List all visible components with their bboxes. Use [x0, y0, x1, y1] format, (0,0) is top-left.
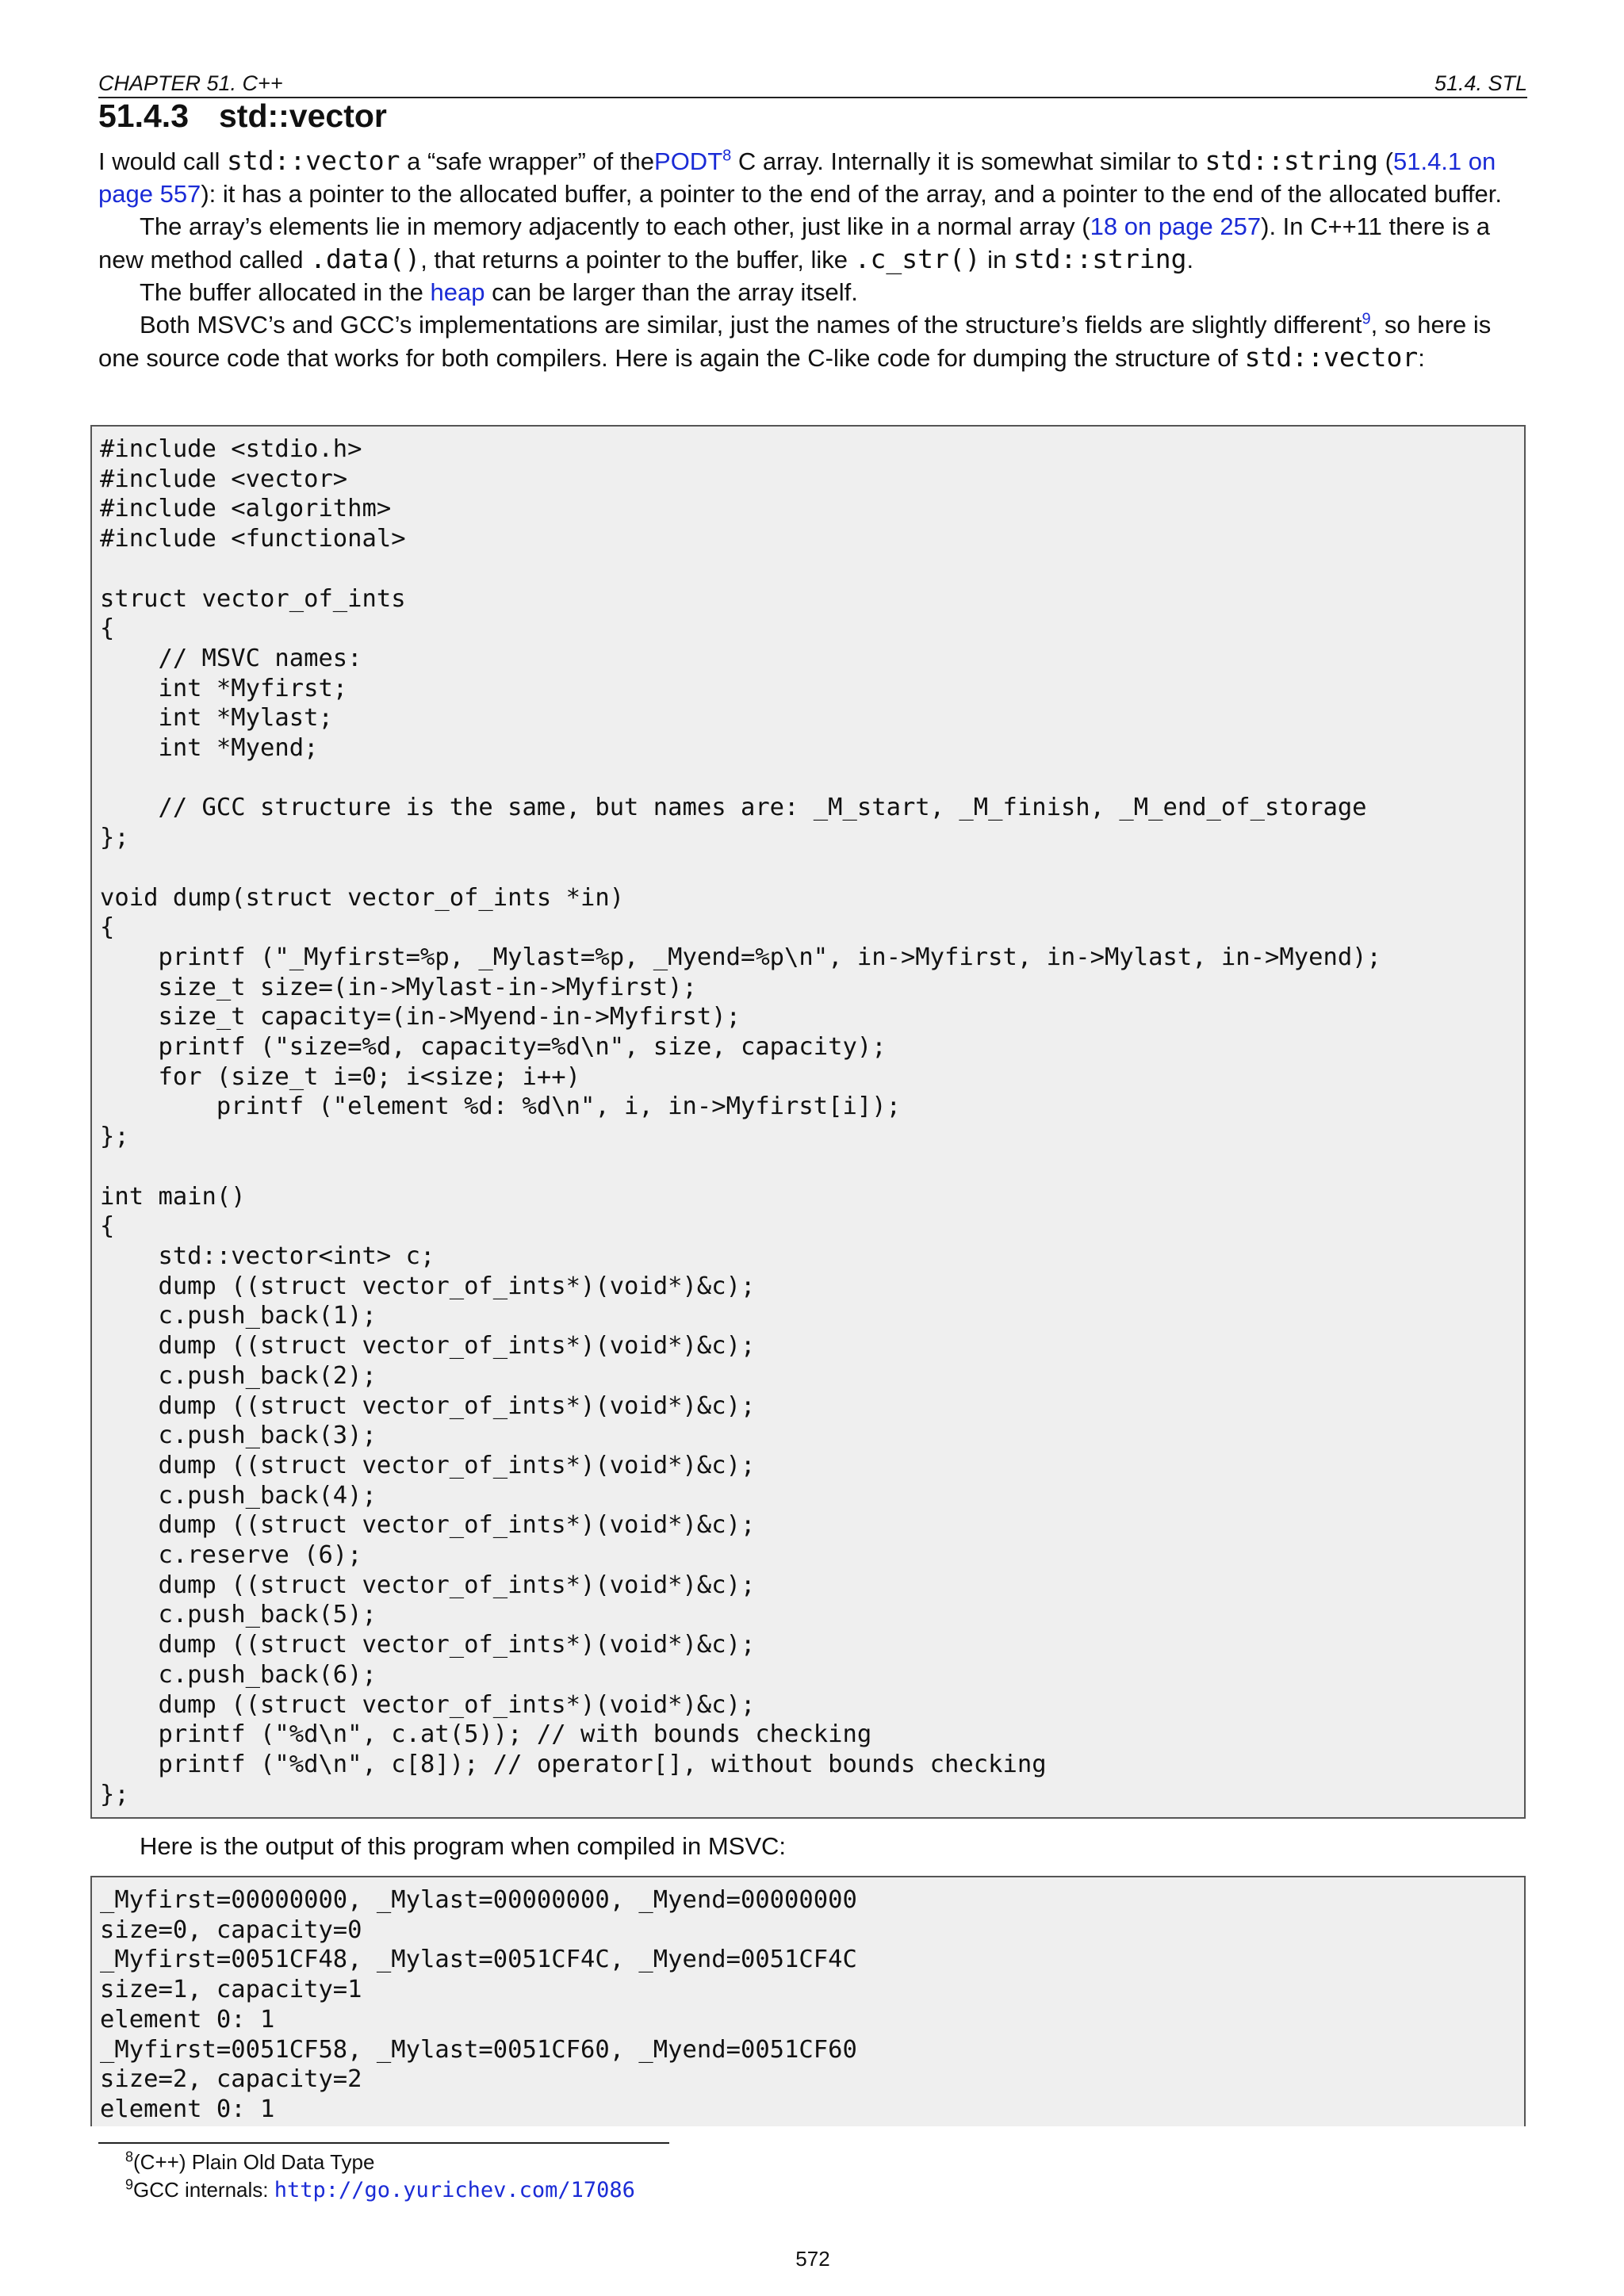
- inline-code: .c_str(): [854, 243, 981, 274]
- text: :: [1418, 344, 1425, 372]
- inline-code: std::string: [1013, 243, 1187, 274]
- footnote-number: 9: [125, 2176, 134, 2193]
- paragraph-5: Here is the output of this program when compiled in MSVC:: [140, 1832, 786, 1860]
- output-intro: [98, 1830, 1527, 1862]
- heap-link[interactable]: heap: [430, 278, 485, 306]
- footnote-ref-8[interactable]: 8: [722, 147, 732, 165]
- page-number: 572: [795, 2247, 830, 2271]
- paragraph-4: [98, 308, 1527, 374]
- source-code-listing: [90, 425, 1526, 1819]
- inline-code: std::vector: [226, 145, 400, 176]
- intro-text: [98, 144, 1527, 374]
- text: in: [980, 246, 1013, 274]
- text: The buffer allocated in the: [140, 278, 431, 306]
- footnote-divider: [98, 2142, 669, 2144]
- footnote-9: [125, 2176, 635, 2204]
- text: ): it has a pointer to the allocated buffer, a pointer to the end of the array, and a pointer to the end of the allocated buffer.: [201, 180, 1502, 208]
- section-ref-link[interactable]: 51.4.1 on page 557: [98, 147, 1496, 208]
- footnote-text: GCC internals:: [133, 2178, 274, 2202]
- document-page: [98, 0, 1527, 2296]
- text: a “safe wrapper” of the: [400, 147, 655, 175]
- footnote-text: (C++) Plain Old Data Type: [133, 2150, 375, 2174]
- text: (: [1378, 147, 1393, 175]
- podt-link[interactable]: PODT: [654, 147, 723, 175]
- text: , so here is one source code that works for both compilers. Here is again the C-like code for dumping the structure of: [98, 311, 1492, 372]
- text: can be larger than the array itself.: [485, 278, 858, 306]
- footnote-number: 8: [125, 2149, 134, 2165]
- paragraph-3: [98, 276, 1527, 308]
- text: , that returns a pointer to the buffer, like: [420, 246, 855, 274]
- inline-code: std::vector: [1244, 342, 1419, 373]
- section-number: 51.4.3: [98, 98, 189, 134]
- header-section: 51.4. STL: [1434, 71, 1527, 95]
- output-text: _Myfirst=00000000, _Mylast=00000000, _Myend=00000000 size=0, capacity=0 _Myfirst=0051CF48, _Mylast=0051CF4C, _Myend=0051CF4C size=1, capacity=1 element 0: 1 _Myfirst=0051CF58, _Mylast=0051CF60, _Myend=0051CF60 size=2, capacity=2 element 0: 1: [100, 1886, 857, 2123]
- text: ). In C++11 there is a new method called: [98, 212, 1491, 274]
- inline-code: std::string: [1205, 145, 1379, 176]
- paragraph-1: [98, 144, 1527, 210]
- section-title: std::vector: [219, 98, 387, 134]
- chapter-ref-link[interactable]: 18 on page 257: [1090, 212, 1262, 240]
- text: Both MSVC’s and GCC’s implementations are similar, just the names of the structure’s fields are slightly different: [140, 311, 1362, 339]
- section-heading: [98, 94, 387, 138]
- paragraph-2: [98, 210, 1527, 276]
- footnotes: [125, 2149, 635, 2204]
- text: C array. Internally it is somewhat similar to: [731, 147, 1205, 175]
- text: The array’s elements lie in memory adjacently to each other, just like in a normal array (: [140, 212, 1090, 240]
- text: .: [1186, 246, 1194, 274]
- code-text: #include <stdio.h> #include <vector> #include <algorithm> #include <functional> struct vector_of_ints { // MSVC names: int *Myfirst; int *Mylast; int *Myend; // GCC structure is the same, but names are: _M_start, _M_finish, _M_end_of_storage }; void dump(struct vector_of_ints *in) { printf ("_Myfirst=%p, _Mylast=%p, _Myend=%p\n", in->Myfirst, in->Mylast, in->Myend); size_t size=(in->Mylast-in->Myfirst); size_t capacity=(in->Myend-in->Myfirst); printf ("size=%d, capacity=%d\n", size, capacity); for (size_t i=0; i<size; i++) printf ("element %d: %d\n", i, in->Myfirst[i]); }; int main() { std::vector<int> c; dump ((struct vector_of_ints*)(void*)&c); c.push_back(1); dump ((struct vector_of_ints*)(void*)&c); c.push_back(2); dump ((struct vector_of_ints*)(void*)&c); c.push_back(3); dump ((struct vector_of_ints*)(void*)&c); c.push_back(4); dump ((struct vector_of_ints*)(void*)&c); c.reserve (6); dump ((struct vector_of_ints*)(void*)&c); c.push_back(5); dump ((struct vector_of_ints*)(void*)&c); c.push_back(6); dump ((struct vector_of_ints*)(void*)&c); printf ("%d\n", c.at(5)); // with bounds checking printf ("%d\n", c[8]); // operator[], without bounds checking };: [100, 435, 1381, 1808]
- text: I would call: [98, 147, 227, 175]
- footnote-ref-9[interactable]: 9: [1362, 310, 1371, 328]
- program-output-listing: [90, 1876, 1526, 2126]
- header-chapter: CHAPTER 51. C++: [98, 71, 283, 95]
- footnote-url-link[interactable]: http://go.yurichev.com/17086: [274, 2178, 635, 2202]
- inline-code: .data(): [310, 243, 421, 274]
- footnote-8: [125, 2149, 635, 2176]
